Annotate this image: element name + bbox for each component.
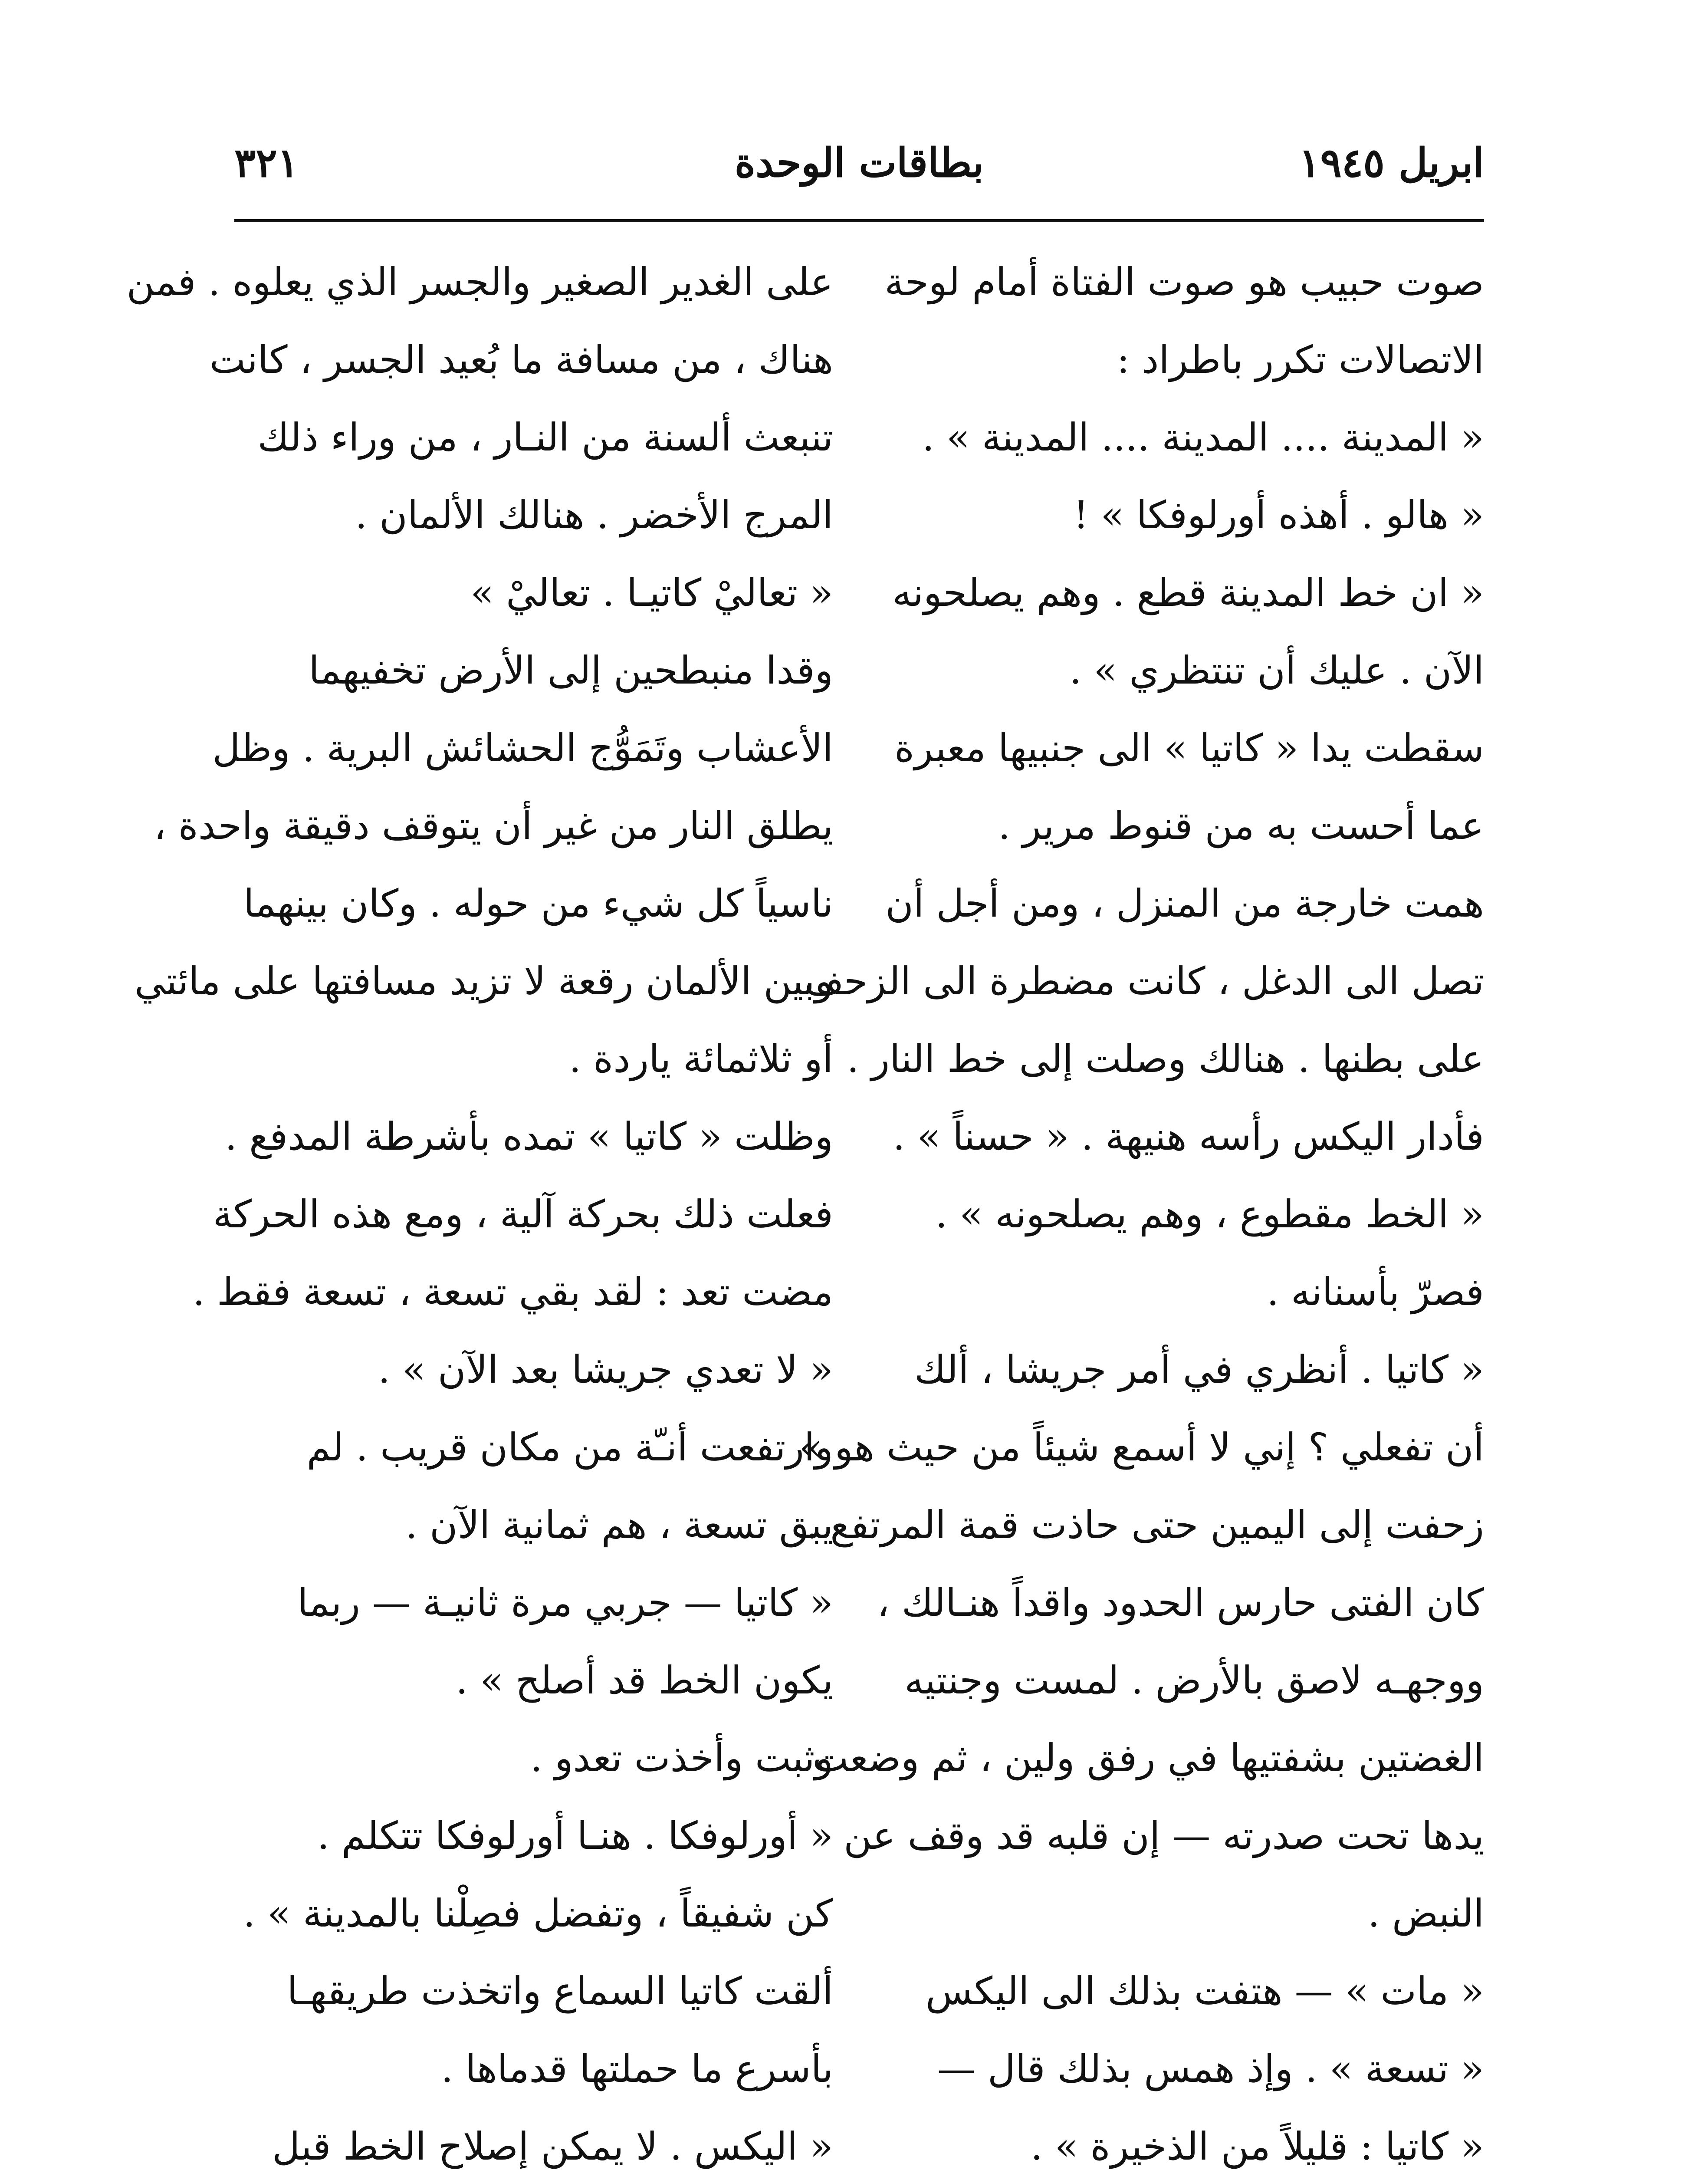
text-line: كان الفتى حارس الحدود واقداً هنـالك ، [877, 1580, 1484, 1625]
text-line: فصرّ بأسنانه . [1267, 1269, 1484, 1314]
page-number: ٣٢١ [234, 139, 299, 186]
header-title: بطاقات الوحدة [734, 139, 984, 186]
text-line: ألقت كاتيا السماع واتخذت طريقهـا [287, 1969, 833, 2013]
header-date: ابريل ١٩٤٥ [1299, 139, 1484, 186]
text-column-left [126, 243, 833, 2170]
text-line: « المدينة .... المدينة .... المدينة » . [922, 415, 1484, 460]
text-line: الآن . عليك أن تنتظري » . [1069, 648, 1484, 693]
text-line: يدها تحت صدرته — إن قلبه قد وقف عن [844, 1813, 1484, 1858]
text-line: يطلق النار من غير أن يتوقف دقيقة واحدة ، [154, 803, 833, 848]
text-line: « كاتيا : قليلاً من الذخيرة » . [1030, 2124, 1484, 2169]
text-line: « مات » — هتفت بذلك الى اليكس [925, 1969, 1484, 2013]
header-rule [234, 219, 1484, 222]
text-line: همت خارجة من المنزل ، ومن أجل أن [885, 881, 1484, 926]
text-line: عما أحست به من قنوط مرير . [998, 803, 1484, 848]
text-line: مضت تعد : لقد بقي تسعة ، تسعة فقط . [192, 1269, 833, 1314]
text-line: وارتفعت أنـّة من مكان قريب . لم [306, 1425, 833, 1470]
text-line: « كاتيا . أنظري في أمر جريشا ، ألك [914, 1347, 1484, 1392]
text-line: وبين الألمان رقعة لا تزيد مسافتها على مائتي [135, 959, 833, 1003]
text-line: فعلت ذلك بحركة آلية ، ومع هذه الحركة [213, 1192, 833, 1236]
text-line: أن تفعلي ؟ إني لا أسمع شيئاً من حيث هو » [799, 1425, 1484, 1470]
text-line: أو ثلاثمائة ياردة . [569, 1036, 833, 1081]
text-line: وظلت « كاتيا » تمده بأشرطة المدفع . [225, 1114, 833, 1159]
text-line: على بطنها . هنالك وصلت إلى خط النار . [847, 1036, 1484, 1081]
text-line: الاتصالات تكرر باطراد : [1117, 337, 1484, 382]
text-line: يكون الخط قد أصلح » . [456, 1658, 833, 1703]
text-line: صوت حبيب هو صوت الفتاة أمام لوحة [884, 260, 1484, 304]
text-line: « تعاليْ كاتيـا . تعاليْ » [470, 570, 833, 615]
text-line: على الغدير الصغير والجسر الذي يعلوه . فمن [126, 260, 833, 304]
text-line: « لا تعدي جريشا بعد الآن » . [378, 1347, 833, 1392]
text-line: هناك ، من مسافة ما بُعيد الجسر ، كانت [209, 337, 833, 382]
text-line: « ان خط المدينة قطع . وهم يصلحونه [892, 570, 1484, 615]
text-line: يبق تسعة ، هم ثمانية الآن . [405, 1503, 833, 1547]
text-line: « اليكس . لا يمكن إصلاح الخط قبل [272, 2124, 833, 2169]
text-line: تصل الى الدغل ، كانت مضطرة الى الزحف [804, 959, 1484, 1003]
text-line: النبض . [1367, 1891, 1484, 1936]
text-line: « تسعة » . وإذ همس بذلك قال — [937, 2046, 1484, 2091]
text-line: الغضتين بشفتيها في رفق ولين ، ثم وضعت [812, 1736, 1484, 1780]
text-line: « هالو . أهذه أورلوفكا » ! [1073, 493, 1484, 537]
text-line: زحفت إلى اليمين حتى حاذت قمة المرتفع . [806, 1503, 1484, 1547]
text-line: « كاتيا — جربي مرة ثانيـة — ربما [297, 1580, 833, 1625]
text-column-right [799, 243, 1484, 2170]
text-line: تنبعث ألسنة من النـار ، من وراء ذلك [257, 415, 833, 460]
text-line: الأعشاب وتَمَوُّج الحشائش البرية . وظل [212, 726, 833, 770]
text-line: وقدا منبطحين إلى الأرض تخفيهما [309, 648, 833, 693]
text-line: بأسرع ما حملتها قدماها . [441, 2046, 833, 2091]
text-line: « أورلوفكا . هنـا أورلوفكا تتكلم . [317, 1813, 833, 1858]
text-line: فأدار اليكس رأسه هنيهة . « حسناً » . [893, 1114, 1484, 1159]
text-line: وثبت وأخذت تعدو . [530, 1736, 833, 1780]
text-line: ووجهـه لاصق بالأرض . لمست وجنتيه [904, 1658, 1484, 1703]
text-line: كن شفيقاً ، وتفضل فصِلْنا بالمدينة » . [243, 1891, 833, 1936]
text-line: المرج الأخضر . هنالك الألمان . [355, 493, 833, 537]
page-header [234, 130, 1484, 195]
text-line: « الخط مقطوع ، وهم يصلحونه » . [935, 1192, 1484, 1236]
text-line: ناسياً كل شيء من حوله . وكان بينهما [243, 881, 833, 926]
text-line: سقطت يدا « كاتيا » الى جنبيها معبرة [894, 726, 1484, 770]
